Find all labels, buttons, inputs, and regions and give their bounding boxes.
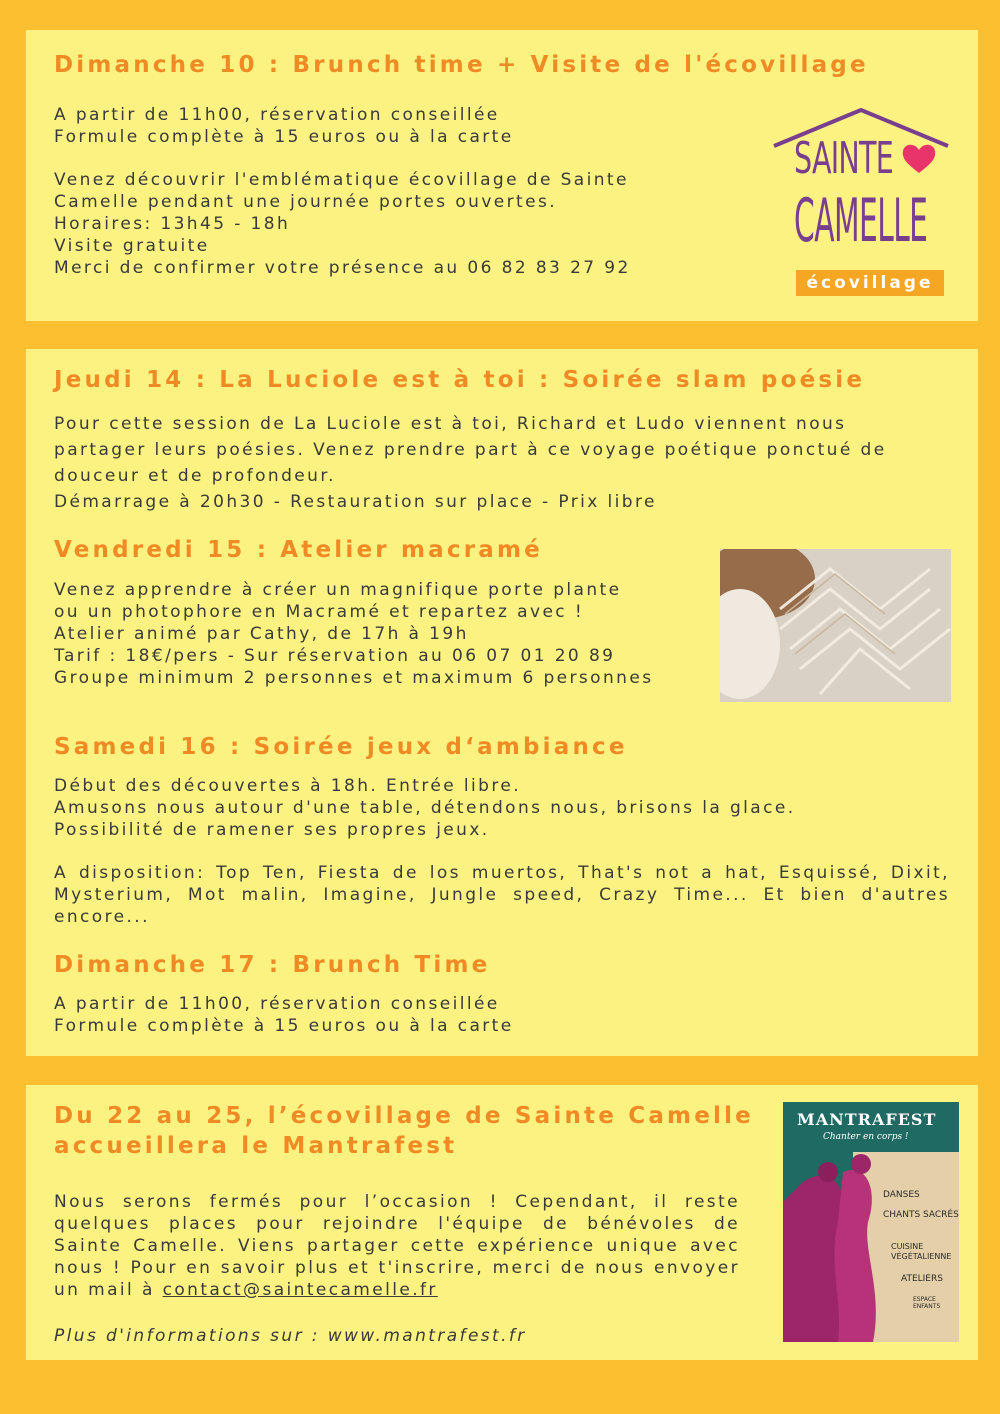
poster-tagline: Chanter en corps ! <box>823 1132 909 1142</box>
mantrafest-card <box>26 1085 978 1360</box>
event-description: Venez découvrir l'emblématique écovillage de Sainte Camelle pendant une journée portes ouvertes. Horaires: 13h45 - 18h Visite gratuite Merci de confirmer votre présence au 06 82 83 27 92 <box>54 170 631 278</box>
event-title: Du 22 au 25, l’écovillage de Sainte Camelle accueillera le Mantrafest <box>54 1103 754 1159</box>
event-title: Vendredi 15 : Atelier macramé <box>54 537 543 563</box>
event-card-dimanche-10 <box>26 30 978 321</box>
event-details: Début des découvertes à 18h. Entrée libre. Amusons nous autour d'une table, détendons nous, brisons la glace. Possibilité de ramener ses propres jeux. <box>54 776 796 840</box>
contact-email-link[interactable]: contact@saintecamelle.fr <box>162 1280 438 1300</box>
poster-item: CUISINE VÉGÉTALIENNE <box>891 1242 952 1261</box>
poster-brand: MANTRAFEST <box>797 1110 937 1129</box>
event-title: Samedi 16 : Soirée jeux d‘ambiance <box>54 734 628 760</box>
poster-item: DANSES <box>883 1190 920 1200</box>
heart-icon <box>903 145 935 173</box>
logo-badge: écovillage <box>796 270 944 296</box>
event-description: Venez apprendre à créer un magnifique porte plante ou un photophore en Macramé et repartez avec ! Atelier animé par Cathy, de 17h à 19h Tarif : 18€/pers - Sur réservation au 06 07 01 20 89 Groupe minimum 2 personnes et maximum 6 personnes <box>54 580 654 688</box>
event-details: A partir de 11h00, réservation conseillée Formule complète à 15 euros ou à la carte <box>54 994 514 1036</box>
event-title: Dimanche 17 : Brunch Time <box>54 952 491 978</box>
more-info-text: Plus d'informations sur : www.mantrafest.fr <box>54 1326 527 1346</box>
event-details: A partir de 11h00, réservation conseillée Formule complète à 15 euros ou à la carte <box>54 105 514 147</box>
logo-word-sainte: SAINTE <box>794 133 893 184</box>
event-title: Dimanche 10 : Brunch time + Visite de l'écovillage <box>54 52 869 78</box>
macrame-photo <box>720 549 951 702</box>
event-title: Jeudi 14 : La Luciole est à toi : Soirée slam poésie <box>54 367 866 393</box>
event-description: Pour cette session de La Luciole est à toi, Richard et Ludo viennent nous partager leurs poésies. Venez prendre part à ce voyage poétique ponctué de douceur et de profondeur. Démarrage à 20h30 - Restauration sur place - Prix libre <box>54 414 887 512</box>
poster-item: ATELIERS <box>901 1274 943 1284</box>
poster-item: CHANTS SACRÉS <box>883 1210 959 1220</box>
events-card-week <box>26 349 978 1056</box>
poster-item: ESPACE ENFANTS <box>913 1296 941 1310</box>
mantrafest-poster <box>783 1102 959 1342</box>
event-description-text: Nous serons fermés pour l’occasion ! Cependant, il reste quelques places pour rejoindre l'équipe de bénévoles de Sainte Camelle. Viens partager cette expérience unique avec nous ! Pour en savoir plus et t'inscrire, merci de nous envoyer un mail à <box>54 1192 740 1300</box>
event-games-list: A disposition: Top Ten, Fiesta de los muertos, That's not a hat, Esquissé, Dixit, Mysterium, Mot malin, Imagine, Jungle speed, Crazy Time... Et bien d'autres encore... <box>54 863 950 927</box>
event-description <box>54 1191 740 1301</box>
logo-word-camelle: CAMELLE <box>794 186 928 256</box>
sainte-camelle-logo <box>766 106 956 298</box>
